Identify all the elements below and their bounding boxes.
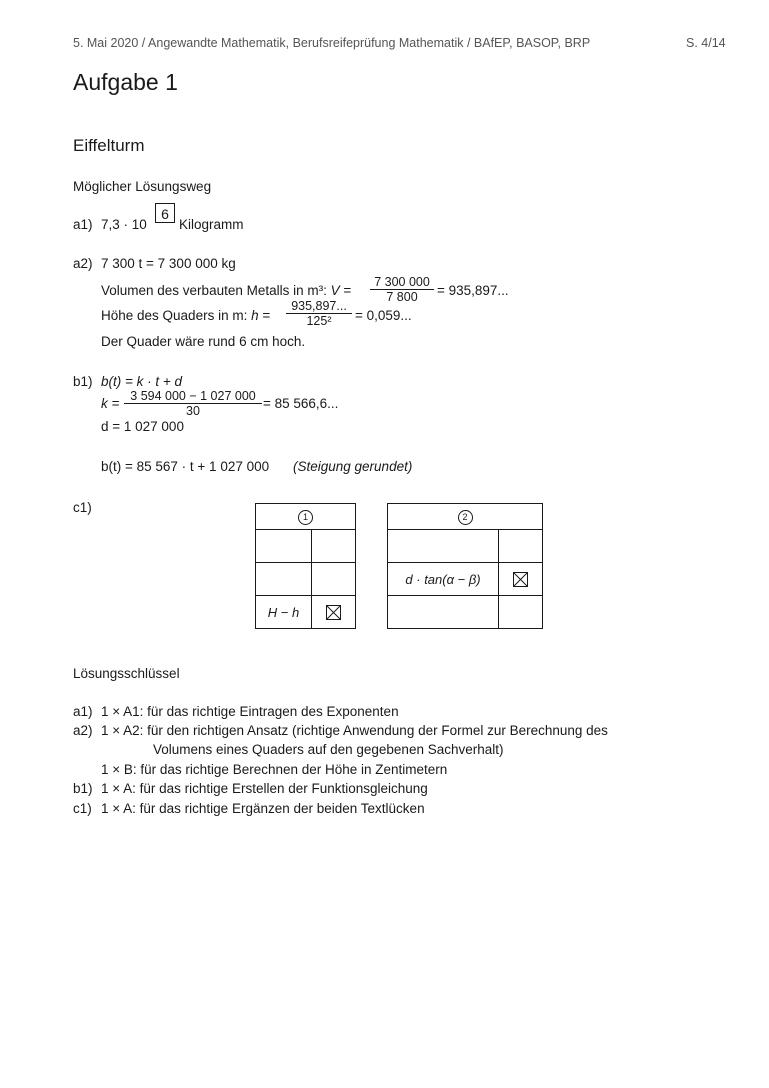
table2-option-text: d · tan(α − β) (388, 563, 499, 596)
a2-volume-var: V (330, 283, 340, 298)
table1-checkbox-cell (312, 596, 356, 629)
b1-final-note: (Steigung gerundet) (293, 459, 413, 474)
a2-height-fraction (286, 299, 352, 328)
page-number: S. 4/14 (686, 36, 726, 50)
crossed-checkbox-icon (326, 605, 341, 620)
b1-final: b(t) = 85 567 · t + 1 027 000 (101, 459, 270, 474)
key-text: 1 × A: für das richtige Ergänzen der beiden Textlücken (101, 801, 425, 816)
table2-checkbox-cell (499, 596, 543, 629)
b1-k-prefix: k = (101, 396, 120, 411)
table1-checkbox-cell (312, 530, 356, 563)
a2-volume-line (101, 282, 351, 300)
table1-checkbox-cell (312, 563, 356, 596)
table2-cell (388, 530, 499, 563)
key-heading: Lösungsschlüssel (73, 666, 180, 681)
solution-heading: Möglicher Lösungsweg (73, 179, 212, 194)
table1-option-text: H − h (256, 596, 312, 629)
c1-table-2 (387, 503, 543, 629)
b1-k-numerator: 3 594 000 − 1 027 000 (124, 389, 262, 404)
b1-k-denominator: 30 (186, 404, 200, 418)
b1-k-fraction (124, 389, 262, 418)
key-label: a2) (73, 723, 93, 738)
key-label: b1) (73, 781, 93, 796)
b1-line1: b(t) = k · t + d (101, 374, 183, 389)
a1-exponent-box: 6 (155, 203, 175, 223)
table2-cell (388, 596, 499, 629)
table1-header (256, 504, 356, 530)
page-header: 5. Mai 2020 / Angewandte Mathematik, Berufsreifeprüfung Mathematik / BAfEP, BASOP, BRP (73, 36, 591, 50)
a1-prefix: 7,3 · 10 (101, 217, 147, 232)
a2-volume-result: = 935,897... (437, 283, 509, 298)
key-text: 1 × A2: für den richtigen Ansatz (richtige Anwendung der Formel zur Berechnung des (101, 723, 608, 738)
a2-height-line (101, 307, 270, 325)
a2-line4: Der Quader wäre rund 6 cm hoch. (101, 334, 306, 349)
b1-d-line: d = 1 027 000 (101, 419, 184, 434)
a1-suffix: Kilogramm (179, 217, 244, 232)
table2-checkbox-cell (499, 530, 543, 563)
key-label: c1) (73, 801, 92, 816)
key-text: 1 × B: für das richtige Berechnen der Höhe in Zentimetern (101, 762, 448, 777)
task-subtitle: Eiffelturm (73, 136, 145, 155)
table1-number: 1 (298, 510, 313, 525)
table1-cell (256, 530, 312, 563)
key-text: 1 × A: für das richtige Erstellen der Funktionsgleichung (101, 781, 428, 796)
key-text-continuation: Volumens eines Quaders auf den gegebenen Sachverhalt) (153, 742, 504, 757)
c1-label: c1) (73, 500, 92, 515)
key-label: a1) (73, 704, 93, 719)
a2-volume-denominator: 7 800 (386, 290, 418, 304)
a1-label: a1) (73, 217, 93, 232)
a2-volume-numerator: 7 300 000 (370, 275, 434, 290)
c1-table-1 (255, 503, 356, 629)
table2-number: 2 (458, 510, 473, 525)
a2-height-denominator: 125² (306, 314, 332, 328)
task-title: Aufgabe 1 (73, 69, 178, 95)
b1-k-result: = 85 566,6... (263, 396, 339, 411)
a2-height-var: h (251, 308, 259, 323)
table2-checkbox-cell (499, 563, 543, 596)
a2-volume-fraction (370, 275, 434, 304)
a2-height-text: Höhe des Quaders in m: (101, 308, 252, 323)
a2-height-result: = 0,059... (355, 308, 412, 323)
a2-height-numerator: 935,897... (286, 299, 352, 314)
a2-line1: 7 300 t = 7 300 000 kg (101, 256, 236, 271)
a2-volume-text: Volumen des verbauten Metalls in m³: (101, 283, 331, 298)
table1-cell (256, 563, 312, 596)
b1-label: b1) (73, 374, 93, 389)
a2-label: a2) (73, 256, 93, 271)
a2-volume-eq: = (339, 283, 352, 298)
a2-height-eq: = (258, 308, 271, 323)
key-text: 1 × A1: für das richtige Eintragen des Exponenten (101, 704, 399, 719)
crossed-checkbox-icon (513, 572, 528, 587)
table2-header (388, 504, 543, 530)
